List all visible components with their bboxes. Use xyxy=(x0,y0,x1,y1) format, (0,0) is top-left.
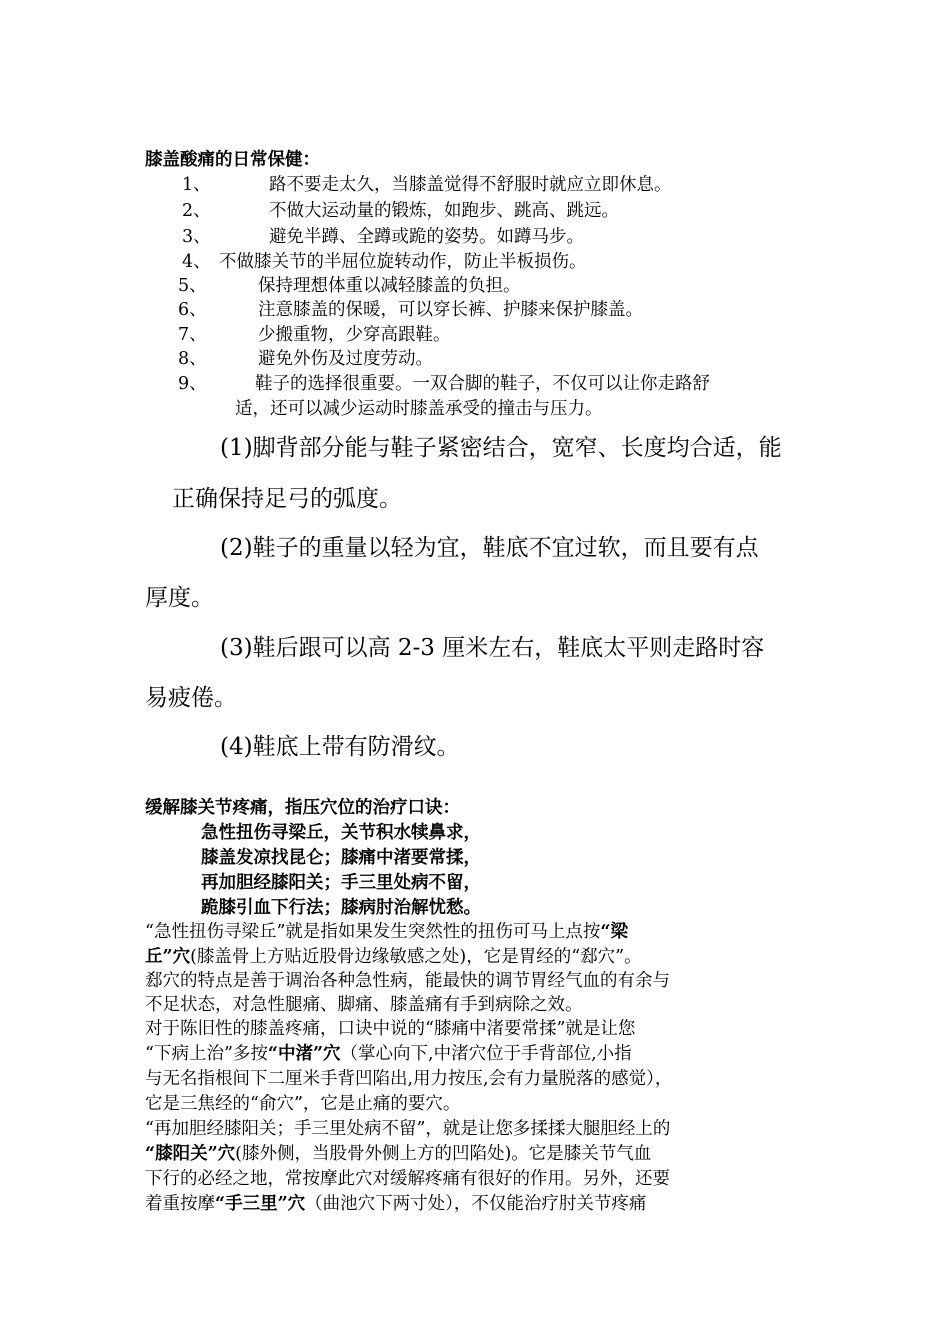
list-item-text: 不做大运动量的锻炼，如跑步、跳高、跳远。 xyxy=(269,201,619,221)
shoe-point-line: 正确保持足弓的弧度。 xyxy=(172,486,402,512)
list-item-text: 避免外伤及过度劳动。 xyxy=(258,349,433,369)
verse-line: 急性扭伤寻梁丘，关节积水犊鼻求， xyxy=(201,823,481,843)
list-item-number: 4、 xyxy=(182,252,211,272)
list-item-number: 2、 xyxy=(182,201,211,221)
paragraph-text: (膝外侧，当股骨外侧上方的凹陷处)。它是膝关节气血 xyxy=(235,1144,652,1164)
verse-line: 膝盖发凉找昆仑；膝痛中渚要常揉， xyxy=(201,848,481,868)
shoe-point-line: (1)脚背部分能与鞋子紧密结合，宽窄、长度均合适，能 xyxy=(220,435,782,461)
shoe-point-line: 厚度。 xyxy=(145,585,214,611)
paragraph-text: 不足状态，对急性腿痛、脚痛、膝盖痛有手到病除之效。 xyxy=(145,995,583,1015)
list-item-number: 6、 xyxy=(178,300,207,320)
acupoint-name: “梁 xyxy=(600,922,628,942)
paragraph-text: 郄穴的特点是善于调治各种急性病，能最快的调节胃经气血的有余与 xyxy=(145,971,670,991)
list-item-continuation: 适，还可以减少运动时膝盖承受的撞击与压力。 xyxy=(235,399,603,419)
section1-heading: 膝盖酸痛的日常保健： xyxy=(145,150,320,170)
verse-line: 跪膝引血下行法；膝病肘治解忧愁。 xyxy=(201,898,481,918)
acupoint-name: “手三里”穴 xyxy=(215,1194,306,1214)
acupoint-name: “中渚”穴 xyxy=(267,1044,341,1064)
list-item-number: 8、 xyxy=(178,349,207,369)
acupoint-name: 丘”穴 xyxy=(145,947,191,967)
shoe-point-line: (2)鞋子的重量以轻为宜，鞋底不宜过软，而且要有点 xyxy=(220,535,759,561)
paragraph-text: （曲池穴下两寸处），不仅能治疗肘关节疼痛 xyxy=(305,1194,647,1214)
shoe-point-line: (3)鞋后跟可以高 2-3 厘米左右，鞋底太平则走路时容 xyxy=(220,635,765,661)
list-item-number: 9、 xyxy=(178,374,207,394)
paragraph-text: “再加胆经膝阳关；手三里处病不留”，就是让您多揉揉大腿胆经上的 xyxy=(145,1119,671,1139)
paragraph-text: “下病上治”多按 xyxy=(145,1044,268,1064)
list-item-number: 3、 xyxy=(182,227,211,247)
verse-line: 再加胆经膝阳关；手三里处病不留， xyxy=(201,873,481,893)
list-item-text: 注意膝盖的保暖，可以穿长裤、护膝来保护膝盖。 xyxy=(258,300,643,320)
list-item-number: 1、 xyxy=(182,175,211,195)
list-item-text: 少搬重物，少穿高跟鞋。 xyxy=(258,325,451,345)
list-item-text: 避免半蹲、全蹲或跪的姿势。如蹲马步。 xyxy=(269,227,584,247)
paragraph-text: 着重按摩 xyxy=(145,1194,215,1214)
list-item-text: 不做膝关节的半屈位旋转动作，防止半板损伤。 xyxy=(219,252,587,272)
section2-heading: 缓解膝关节疼痛，指压穴位的治疗口诀： xyxy=(145,798,460,818)
acupoint-name: “膝阳关”穴 xyxy=(145,1144,236,1164)
paragraph-text: “急性扭伤寻梁丘”就是指如果发生突然性的扭伤可马上点按 xyxy=(145,922,601,942)
paragraph-text: （掌心向下,中渚穴位于手背部位,小指 xyxy=(340,1044,632,1064)
paragraph-text: 它是三焦经的“俞穴”，它是止痛的要穴。 xyxy=(145,1094,461,1114)
paragraph-text: 与无名指根间下二厘米手背凹陷出,用力按压,会有力量脱落的感觉）， xyxy=(145,1069,673,1089)
shoe-point-line: (4)鞋底上带有防滑纹。 xyxy=(220,734,460,760)
paragraph-text: (膝盖骨上方贴近股骨边缘敏感之处)，它是胃经的“郄穴”。 xyxy=(190,947,642,967)
list-item-text: 保持理想体重以减轻膝盖的负担。 xyxy=(258,276,521,296)
list-item-text: 路不要走太久，当膝盖觉得不舒服时就应立即休息。 xyxy=(269,175,672,195)
list-item-number: 5、 xyxy=(178,276,207,296)
list-item-number: 7、 xyxy=(178,325,207,345)
paragraph-text: 下行的必经之地，常按摩此穴对缓解疼痛有很好的作用。另外，还要 xyxy=(145,1169,670,1189)
list-item-text: 鞋子的选择很重要。一双合脚的鞋子，不仅可以让你走路舒 xyxy=(255,374,710,394)
shoe-point-line: 易疲倦。 xyxy=(145,685,237,711)
paragraph-text: 对于陈旧性的膝盖疼痛，口诀中说的“膝痛中渚要常揉”就是让您 xyxy=(145,1019,636,1039)
